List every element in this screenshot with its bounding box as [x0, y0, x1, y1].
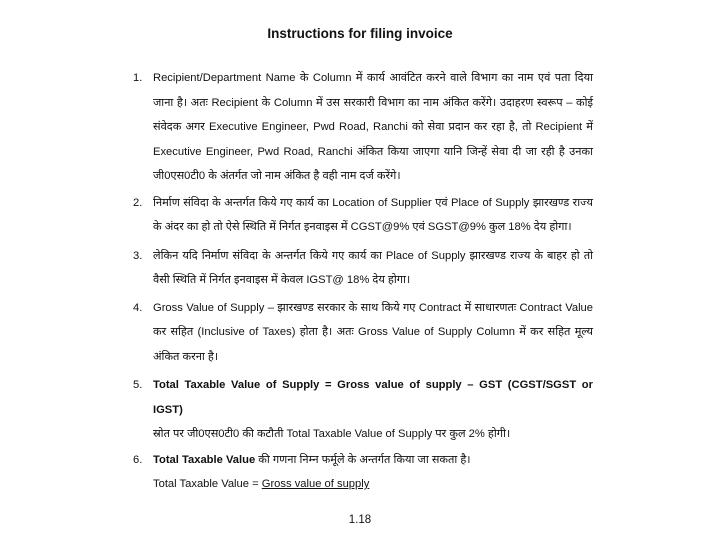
item-number: 2. [133, 196, 143, 209]
item-number: 3. [133, 249, 143, 262]
item-number: 6. [133, 453, 143, 466]
formula-label: Total Taxable Value = [153, 478, 259, 490]
item-text: निर्माण संविदा के अन्तर्गत किये गए कार्य का Location of Supplier एवं Place of Supply झारखण्ड राज्य के अंदर का हो तो ऐसे स्थिति में निर्गत इनवाइस में CGST@9% एवं SGST@9% कुल 18% देय होगा। [153, 196, 593, 233]
item-text: की गणना निम्न फर्मूले के अन्तर्गत किया जा सकता है। [258, 453, 471, 466]
instruction-item-5 [133, 373, 593, 447]
item-bold-lead: Total Taxable Value of Supply = Gross value of supply – GST (CGST/SGST or IGST) [153, 379, 593, 416]
item-number: 1. [133, 72, 143, 84]
document-title: Instructions for filing invoice [267, 26, 453, 41]
item-text: लेकिन यदि निर्माण संविदा के अन्तर्गत किये गए कार्य का Place of Supply झारखण्ड राज्य के बाहर हो तो वैसी स्थिति में निर्गत इनवाइस में केवल IGST@ 18% देय होगा। [153, 249, 593, 286]
instruction-item-4 [133, 296, 593, 370]
instruction-item-1 [133, 66, 593, 189]
item-text: Recipient/Department Name के Column में कार्य आवंटित करने वाले विभाग का नाम एवं पता दिया जाना है। अतः Recipient के Column में उस सरकारी विभाग का नाम अंकित करेंगे। उदाहरण स्वरूप – कोई संवेदक अगर Executive Engineer, Pwd Road, Ranchi को सेवा प्रदान कर रहा है, तो Recipient में Executive Engineer, Pwd Road, Ranchi अंकित किया जाएगा यानि जिन्हें सेवा दी जा रही है उनका जी0एस0टी0 के अंतर्गत जो नाम अंकित है वही नाम दर्ज करेंगे। [153, 72, 593, 182]
item-text: स्रोत पर जी0एस0टी0 की कटौती Total Taxable Value of Supply पर कुल 2% होगी। [153, 428, 511, 440]
page-number: 1.18 [348, 514, 372, 526]
instruction-item-6 [133, 448, 593, 497]
formula-value: Gross value of supply [261, 478, 370, 490]
instruction-item-3 [133, 244, 593, 293]
item-number: 5. [133, 379, 143, 391]
item-bold-lead: Total Taxable Value [153, 453, 256, 466]
item-text: Gross Value of Supply – झारखण्ड सरकार के साथ किये गए Contract में साधारणतः Contract Value कर सहित (Inclusive of Taxes) होता है। अतः Gross Value of Supply Column में कर सहित मूल्य अंकित करना है। [153, 301, 593, 363]
instruction-item-2 [133, 191, 593, 240]
instruction-list [133, 66, 593, 497]
item-number: 4. [133, 301, 143, 314]
formula-line [153, 472, 593, 497]
